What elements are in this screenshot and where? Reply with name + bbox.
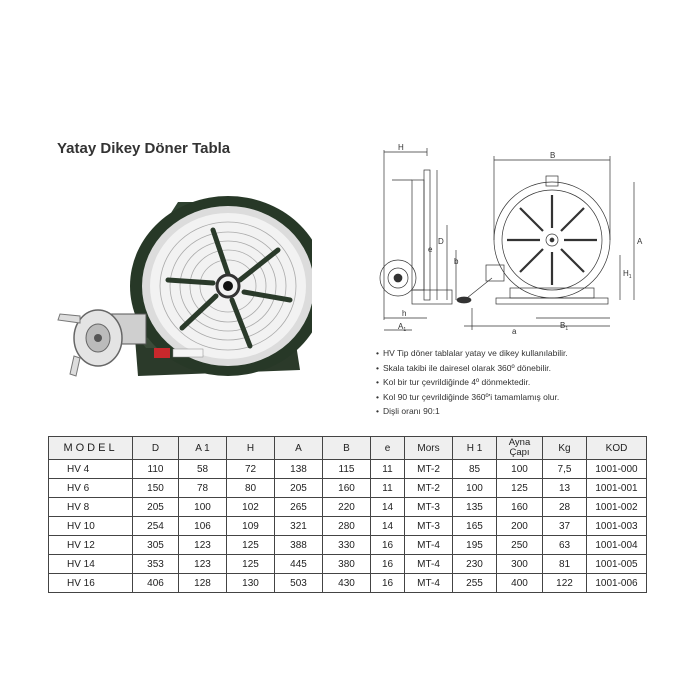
- table-cell: 128: [179, 574, 227, 593]
- table-cell: 115: [323, 460, 371, 479]
- table-cell: 100: [497, 460, 543, 479]
- table-cell: 205: [133, 498, 179, 517]
- table-cell: 125: [497, 479, 543, 498]
- header-h1: H 1: [453, 437, 497, 460]
- table-cell: 135: [453, 498, 497, 517]
- table-cell: HV 14: [49, 555, 133, 574]
- table-cell: 16: [371, 536, 405, 555]
- table-cell: 305: [133, 536, 179, 555]
- table-cell: 265: [275, 498, 323, 517]
- header-mors: Mors: [405, 437, 453, 460]
- table-cell: 321: [275, 517, 323, 536]
- header-a: A: [275, 437, 323, 460]
- header-h: H: [227, 437, 275, 460]
- table-cell: 280: [323, 517, 371, 536]
- table-cell: MT-4: [405, 536, 453, 555]
- header-kod: KOD: [587, 437, 647, 460]
- table-cell: 250: [497, 536, 543, 555]
- table-cell: 255: [453, 574, 497, 593]
- table-cell: 330: [323, 536, 371, 555]
- table-cell: 380: [323, 555, 371, 574]
- table-cell: 130: [227, 574, 275, 593]
- feature-item: • Skala takibi ile dairesel olarak 360º dönebilir.: [376, 361, 568, 376]
- table-cell: 123: [179, 555, 227, 574]
- table-cell: 353: [133, 555, 179, 574]
- table-cell: 160: [323, 479, 371, 498]
- table-cell: 1001-002: [587, 498, 647, 517]
- table-cell: 205: [275, 479, 323, 498]
- table-cell: 125: [227, 555, 275, 574]
- table-cell: 1001-006: [587, 574, 647, 593]
- table-cell: 406: [133, 574, 179, 593]
- label-a1: $A_1$: [398, 322, 407, 333]
- table-cell: HV 16: [49, 574, 133, 593]
- table-cell: 63: [543, 536, 587, 555]
- table-cell: 220: [323, 498, 371, 517]
- table-cell: 16: [371, 555, 405, 574]
- table-cell: 110: [133, 460, 179, 479]
- table-cell: 150: [133, 479, 179, 498]
- table-cell: 430: [323, 574, 371, 593]
- label-b-small: b: [454, 257, 459, 266]
- table-cell: 400: [497, 574, 543, 593]
- table-cell: 14: [371, 517, 405, 536]
- table-cell: 100: [453, 479, 497, 498]
- table-cell: 123: [179, 536, 227, 555]
- label-b1: $B_1$: [560, 321, 569, 332]
- table-cell: 160: [497, 498, 543, 517]
- dimension-drawing: [372, 140, 672, 340]
- table-cell: HV 12: [49, 536, 133, 555]
- table-cell: 14: [371, 498, 405, 517]
- table-cell: MT-3: [405, 498, 453, 517]
- table-cell: 1001-004: [587, 536, 647, 555]
- table-cell: 78: [179, 479, 227, 498]
- header-d: D: [133, 437, 179, 460]
- header-e: e: [371, 437, 405, 460]
- table-cell: 100: [179, 498, 227, 517]
- label-b-top: B: [550, 151, 556, 160]
- header-a1: A 1: [179, 437, 227, 460]
- table-row: [49, 574, 647, 593]
- table-cell: HV 8: [49, 498, 133, 517]
- table-cell: 109: [227, 517, 275, 536]
- table-cell: HV 6: [49, 479, 133, 498]
- table-cell: 72: [227, 460, 275, 479]
- table-cell: 230: [453, 555, 497, 574]
- feature-item: • Dişli oranı 90:1: [376, 404, 568, 419]
- table-cell: 1001-000: [587, 460, 647, 479]
- label-e: e: [428, 245, 433, 254]
- table-cell: MT-4: [405, 555, 453, 574]
- table-cell: 503: [275, 574, 323, 593]
- table-cell: 16: [371, 574, 405, 593]
- table-cell: 138: [275, 460, 323, 479]
- label-d: D: [438, 237, 444, 246]
- table-cell: 1001-005: [587, 555, 647, 574]
- table-row: [49, 498, 647, 517]
- spec-table-body: [49, 460, 647, 593]
- label-h1: $H_1$: [623, 269, 632, 280]
- table-cell: 85: [453, 460, 497, 479]
- table-row: [49, 536, 647, 555]
- table-cell: 13: [543, 479, 587, 498]
- table-cell: 165: [453, 517, 497, 536]
- table-cell: HV 4: [49, 460, 133, 479]
- table-cell: MT-4: [405, 574, 453, 593]
- table-cell: HV 10: [49, 517, 133, 536]
- header-model: MODEL: [49, 437, 133, 460]
- table-cell: 7,5: [543, 460, 587, 479]
- table-cell: 80: [227, 479, 275, 498]
- header-ayna-capi: Ayna Çapı: [497, 437, 543, 460]
- label-h-top: H: [398, 143, 404, 152]
- table-cell: 81: [543, 555, 587, 574]
- table-cell: 388: [275, 536, 323, 555]
- label-h-small: h: [402, 309, 407, 318]
- table-header-row: [49, 437, 647, 460]
- label-a-bottom: a: [512, 327, 517, 336]
- table-cell: 200: [497, 517, 543, 536]
- table-cell: 102: [227, 498, 275, 517]
- table-cell: 445: [275, 555, 323, 574]
- table-row: [49, 517, 647, 536]
- table-cell: 106: [179, 517, 227, 536]
- spec-table: [48, 436, 647, 593]
- page-title: Yatay Dikey Döner Tabla: [57, 140, 231, 157]
- table-cell: 195: [453, 536, 497, 555]
- table-cell: 122: [543, 574, 587, 593]
- table-cell: MT-3: [405, 517, 453, 536]
- header-b: B: [323, 437, 371, 460]
- table-cell: 37: [543, 517, 587, 536]
- table-cell: 300: [497, 555, 543, 574]
- table-cell: 58: [179, 460, 227, 479]
- header-kg: Kg: [543, 437, 587, 460]
- table-cell: 11: [371, 460, 405, 479]
- feature-list: [376, 346, 568, 419]
- table-row: [49, 479, 647, 498]
- feature-item: • Kol bir tur çevrildiğinde 4º dönmektedir.: [376, 375, 568, 390]
- table-row: [49, 555, 647, 574]
- feature-item: • HV Tip döner tablalar yatay ve dikey kullanılabilir.: [376, 346, 568, 361]
- rotary-table-photo: [50, 188, 312, 384]
- table-cell: 11: [371, 479, 405, 498]
- table-cell: 1001-003: [587, 517, 647, 536]
- table-cell: 254: [133, 517, 179, 536]
- label-a-right: A: [637, 237, 643, 246]
- table-cell: MT-2: [405, 460, 453, 479]
- table-cell: MT-2: [405, 479, 453, 498]
- table-cell: 125: [227, 536, 275, 555]
- table-cell: 1001-001: [587, 479, 647, 498]
- table-row: [49, 460, 647, 479]
- feature-item: • Kol 90 tur çevrildiğinde 360º'i tamamlamış olur.: [376, 390, 568, 405]
- table-cell: 28: [543, 498, 587, 517]
